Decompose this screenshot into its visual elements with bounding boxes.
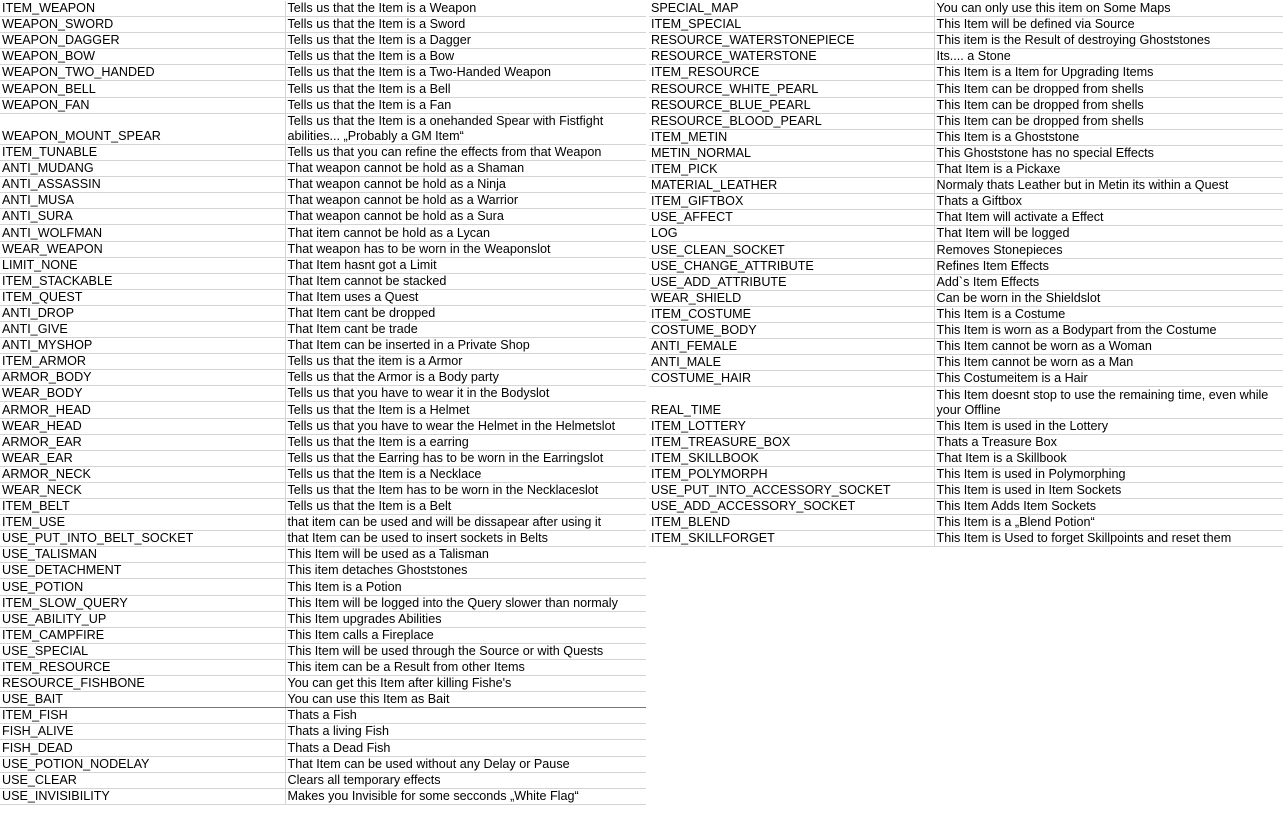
table-row <box>0 193 646 209</box>
item-flag-description: Tells us that you have to wear the Helmet in the Helmetslot <box>285 418 646 434</box>
item-flag-name: SPECIAL_MAP <box>649 1 934 17</box>
table-row <box>0 692 646 708</box>
item-flag-description: This item detaches Ghoststones <box>285 563 646 579</box>
item-flag-description: This Item will be used through the Source or with Quests <box>285 643 646 659</box>
table-row <box>649 306 1283 322</box>
table-row <box>649 499 1283 515</box>
item-flag-description: Tells us that the Item is a Bell <box>285 81 646 97</box>
item-flag-name: ITEM_POLYMORPH <box>649 466 934 482</box>
item-flag-name: ITEM_CAMPFIRE <box>0 627 285 643</box>
item-flag-description: You can get this Item after killing Fishe's <box>285 676 646 692</box>
item-flag-name: USE_POTION_NODELAY <box>0 756 285 772</box>
item-flag-name: ANTI_MALE <box>649 355 934 371</box>
table-row <box>649 161 1283 177</box>
item-flag-description: Refines Item Effects <box>934 258 1283 274</box>
item-flag-description: This Ghoststone has no special Effects <box>934 145 1283 161</box>
table-row <box>0 724 646 740</box>
item-flag-name: WEAPON_BOW <box>0 49 285 65</box>
table-row <box>649 338 1283 354</box>
item-flag-description: Tells us that the Item is a Belt <box>285 499 646 515</box>
table-row <box>0 81 646 97</box>
item-flag-name: ITEM_ARMOR <box>0 354 285 370</box>
item-flag-description: This Item is a Potion <box>285 579 646 595</box>
table-row <box>649 371 1283 387</box>
table-row <box>649 242 1283 258</box>
item-flag-name: ITEM_SLOW_QUERY <box>0 595 285 611</box>
table-row <box>0 241 646 257</box>
table-row <box>649 387 1283 418</box>
table-row <box>649 482 1283 498</box>
table-row <box>649 1 1283 17</box>
item-flag-description: Clears all temporary effects <box>285 772 646 788</box>
item-flag-name: ITEM_SPECIAL <box>649 17 934 33</box>
item-flag-name: ITEM_QUEST <box>0 289 285 305</box>
table-row <box>0 788 646 804</box>
item-flag-name: ITEM_PICK <box>649 161 934 177</box>
item-flag-name: ITEM_BLEND <box>649 515 934 531</box>
table-row <box>649 258 1283 274</box>
item-flag-name: ITEM_USE <box>0 515 285 531</box>
left-item-table <box>0 1 646 805</box>
item-flag-description: Tells us that the Item is a Sword <box>285 17 646 33</box>
item-flag-name: ARMOR_EAR <box>0 434 285 450</box>
item-flag-name: WEAPON_MOUNT_SPEAR <box>0 113 285 144</box>
item-flag-name: WEAR_BODY <box>0 386 285 402</box>
item-flag-name: WEAR_EAR <box>0 450 285 466</box>
table-row <box>0 144 646 160</box>
item-flag-name: USE_PUT_INTO_BELT_SOCKET <box>0 531 285 547</box>
item-flag-name: WEAPON_TWO_HANDED <box>0 65 285 81</box>
item-flag-name: ANTI_SURA <box>0 209 285 225</box>
item-flag-name: ITEM_LOTTERY <box>649 418 934 434</box>
table-row <box>0 225 646 241</box>
table-row <box>0 321 646 337</box>
table-row <box>0 466 646 482</box>
table-row <box>0 643 646 659</box>
table-row <box>0 113 646 144</box>
table-row <box>649 97 1283 113</box>
item-flag-name: FISH_ALIVE <box>0 724 285 740</box>
item-flag-description: That Item uses a Quest <box>285 289 646 305</box>
item-flag-description: Makes you Invisible for some secconds „White Flag“ <box>285 788 646 804</box>
table-row <box>0 273 646 289</box>
table-row <box>0 161 646 177</box>
table-row <box>649 129 1283 145</box>
table-row <box>0 209 646 225</box>
item-flag-name: ARMOR_NECK <box>0 466 285 482</box>
item-flag-name: COSTUME_BODY <box>649 322 934 338</box>
item-flag-name: RESOURCE_WHITE_PEARL <box>649 81 934 97</box>
item-flag-description: Tells us that you have to wear it in the Bodyslot <box>285 386 646 402</box>
item-flag-description: This Item is a Costume <box>934 306 1283 322</box>
table-row <box>0 515 646 531</box>
item-flag-description: That Item can be used without any Delay or Pause <box>285 756 646 772</box>
table-row <box>0 305 646 321</box>
item-flag-name: USE_PUT_INTO_ACCESSORY_SOCKET <box>649 482 934 498</box>
item-flag-name: ITEM_BELT <box>0 499 285 515</box>
item-flag-name: ITEM_FISH <box>0 708 285 724</box>
item-flag-description: Tells us that the Item has to be worn in the Necklaceslot <box>285 482 646 498</box>
item-flag-description: This Item is worn as a Bodypart from the Costume <box>934 322 1283 338</box>
left-table-body <box>0 1 646 804</box>
table-row <box>0 547 646 563</box>
item-flag-name: USE_ADD_ACCESSORY_SOCKET <box>649 499 934 515</box>
item-flag-description: Tells us that the item is a Armor <box>285 354 646 370</box>
item-flag-name: ARMOR_BODY <box>0 370 285 386</box>
table-row <box>0 177 646 193</box>
table-row <box>0 65 646 81</box>
table-row <box>0 611 646 627</box>
item-flag-description: This Item is a Item for Upgrading Items <box>934 65 1283 81</box>
table-row <box>0 708 646 724</box>
item-flag-description: This Item is used in Polymorphing <box>934 466 1283 482</box>
item-flag-description: that item can be used and will be dissapear after using it <box>285 515 646 531</box>
item-flag-description: That Item will be logged <box>934 226 1283 242</box>
right-item-table <box>649 1 1283 547</box>
table-row <box>0 740 646 756</box>
table-row <box>649 17 1283 33</box>
item-flag-description: This Item cannot be worn as a Man <box>934 355 1283 371</box>
item-flag-name: ITEM_SKILLBOOK <box>649 450 934 466</box>
table-row <box>649 226 1283 242</box>
item-flag-name: ANTI_MYSHOP <box>0 338 285 354</box>
item-flag-name: ITEM_RESOURCE <box>0 659 285 675</box>
item-flag-description: Thats a Fish <box>285 708 646 724</box>
table-row <box>649 81 1283 97</box>
table-row <box>0 17 646 33</box>
table-row <box>0 402 646 418</box>
item-flag-description: That Item will activate a Effect <box>934 210 1283 226</box>
item-flag-name: RESOURCE_FISHBONE <box>0 676 285 692</box>
item-flag-description: Tells us that the Item is a earring <box>285 434 646 450</box>
item-flag-name: ITEM_METIN <box>649 129 934 145</box>
item-flag-description: That Item is a Pickaxe <box>934 161 1283 177</box>
item-flag-description: Its.... a Stone <box>934 49 1283 65</box>
item-flag-name: WEAPON_BELL <box>0 81 285 97</box>
item-flag-name: WEAR_HEAD <box>0 418 285 434</box>
item-flag-name: USE_BAIT <box>0 692 285 708</box>
item-flag-description: Add`s Item Effects <box>934 274 1283 290</box>
item-flag-description: Can be worn in the Shieldslot <box>934 290 1283 306</box>
table-row <box>649 515 1283 531</box>
item-flag-description: That Item cant be dropped <box>285 305 646 321</box>
item-flag-name: ITEM_TUNABLE <box>0 144 285 160</box>
item-flag-name: USE_ABILITY_UP <box>0 611 285 627</box>
item-flag-name: METIN_NORMAL <box>649 145 934 161</box>
table-row <box>0 563 646 579</box>
table-row <box>649 113 1283 129</box>
item-flag-description: This Item Adds Item Sockets <box>934 499 1283 515</box>
item-flag-description: This Item will be logged into the Query slower than normaly <box>285 595 646 611</box>
table-row <box>649 145 1283 161</box>
item-flag-name: WEAPON_FAN <box>0 97 285 113</box>
item-flag-name: USE_SPECIAL <box>0 643 285 659</box>
item-flag-name: ITEM_SKILLFORGET <box>649 531 934 547</box>
table-row <box>0 531 646 547</box>
table-row <box>649 274 1283 290</box>
item-flag-name: ITEM_TREASURE_BOX <box>649 434 934 450</box>
item-flag-description: You can only use this item on Some Maps <box>934 1 1283 17</box>
item-flag-name: FISH_DEAD <box>0 740 285 756</box>
item-flag-description: Tells us that the Earring has to be worn in the Earringslot <box>285 450 646 466</box>
table-row <box>649 466 1283 482</box>
item-flag-description: That weapon cannot be hold as a Ninja <box>285 177 646 193</box>
item-flag-description: This Item calls a Fireplace <box>285 627 646 643</box>
table-row <box>649 65 1283 81</box>
item-flag-description: This Item is a „Blend Potion“ <box>934 515 1283 531</box>
table-row <box>0 97 646 113</box>
item-flag-description: that Item can be used to insert sockets in Belts <box>285 531 646 547</box>
item-flag-name: ANTI_ASSASSIN <box>0 177 285 193</box>
item-flag-description: Thats a Giftbox <box>934 194 1283 210</box>
item-flag-description: That weapon has to be worn in the Weaponslot <box>285 241 646 257</box>
item-flag-name: REAL_TIME <box>649 387 934 418</box>
item-flag-description: This Item is Used to forget Skillpoints and reset them <box>934 531 1283 547</box>
table-row <box>0 595 646 611</box>
item-flag-name: USE_DETACHMENT <box>0 563 285 579</box>
item-flag-description: This Item will be used as a Talisman <box>285 547 646 563</box>
item-flag-description: This Item cannot be worn as a Woman <box>934 338 1283 354</box>
table-row <box>649 33 1283 49</box>
item-flag-description: This Item is a Ghoststone <box>934 129 1283 145</box>
item-flag-description: This item can be a Result from other Items <box>285 659 646 675</box>
item-flag-name: USE_ADD_ATTRIBUTE <box>649 274 934 290</box>
item-flag-description: That Item cant be trade <box>285 321 646 337</box>
table-row <box>0 418 646 434</box>
item-flag-name: USE_CLEAR <box>0 772 285 788</box>
table-row <box>0 354 646 370</box>
item-flag-name: USE_POTION <box>0 579 285 595</box>
item-flag-name: WEAPON_DAGGER <box>0 33 285 49</box>
table-row <box>649 418 1283 434</box>
item-flag-description: Removes Stonepieces <box>934 242 1283 258</box>
item-flag-description: This Item is used in Item Sockets <box>934 482 1283 498</box>
item-flag-description: This Costumeitem is a Hair <box>934 371 1283 387</box>
table-row <box>0 772 646 788</box>
item-flag-name: RESOURCE_WATERSTONEPIECE <box>649 33 934 49</box>
item-flag-description: You can use this Item as Bait <box>285 692 646 708</box>
item-flag-name: WEAPON_SWORD <box>0 17 285 33</box>
item-flag-name: ARMOR_HEAD <box>0 402 285 418</box>
item-flag-name: ANTI_DROP <box>0 305 285 321</box>
item-flag-description: Tells us that the Armor is a Body party <box>285 370 646 386</box>
table-row <box>0 499 646 515</box>
item-flag-name: ITEM_COSTUME <box>649 306 934 322</box>
item-flag-name: ITEM_RESOURCE <box>649 65 934 81</box>
item-flag-description: Tells us that the Item is a Fan <box>285 97 646 113</box>
item-flag-name: WEAR_SHIELD <box>649 290 934 306</box>
item-flag-description: This Item upgrades Abilities <box>285 611 646 627</box>
item-flag-name: RESOURCE_BLOOD_PEARL <box>649 113 934 129</box>
table-row <box>0 370 646 386</box>
item-flag-name: WEAR_WEAPON <box>0 241 285 257</box>
table-row <box>0 579 646 595</box>
item-flag-description: That weapon cannot be hold as a Shaman <box>285 161 646 177</box>
table-row <box>0 257 646 273</box>
item-flag-description: That Item can be inserted in a Private Shop <box>285 338 646 354</box>
table-row <box>0 756 646 772</box>
item-flag-name: ANTI_GIVE <box>0 321 285 337</box>
item-flag-description: Tells us that the Item is a Helmet <box>285 402 646 418</box>
item-flag-name: ITEM_WEAPON <box>0 1 285 17</box>
right-table-body <box>649 1 1283 547</box>
table-row <box>649 290 1283 306</box>
table-row <box>0 450 646 466</box>
table-row <box>649 434 1283 450</box>
item-flag-name: ANTI_MUSA <box>0 193 285 209</box>
item-flag-name: USE_CLEAN_SOCKET <box>649 242 934 258</box>
table-row <box>649 178 1283 194</box>
table-row <box>649 450 1283 466</box>
table-row <box>0 338 646 354</box>
item-flag-name: ANTI_WOLFMAN <box>0 225 285 241</box>
table-row <box>649 531 1283 547</box>
table-row <box>649 194 1283 210</box>
item-flag-name: RESOURCE_BLUE_PEARL <box>649 97 934 113</box>
item-flag-name: COSTUME_HAIR <box>649 371 934 387</box>
table-row <box>649 355 1283 371</box>
item-flag-description: That Item hasnt got a Limit <box>285 257 646 273</box>
item-flag-description: That item cannot be hold as a Lycan <box>285 225 646 241</box>
item-flag-description: Thats a Dead Fish <box>285 740 646 756</box>
table-row <box>649 210 1283 226</box>
item-flag-description: This Item will be defined via Source <box>934 17 1283 33</box>
item-flag-name: LIMIT_NONE <box>0 257 285 273</box>
table-row <box>0 434 646 450</box>
item-flag-name: RESOURCE_WATERSTONE <box>649 49 934 65</box>
item-flag-description: Tells us that the Item is a Necklace <box>285 466 646 482</box>
table-row <box>0 1 646 17</box>
table-row <box>0 676 646 692</box>
item-flag-name: WEAR_NECK <box>0 482 285 498</box>
item-flag-description: Tells us that the Item is a Dagger <box>285 33 646 49</box>
item-flag-name: LOG <box>649 226 934 242</box>
item-flag-description: That weapon cannot be hold as a Warrior <box>285 193 646 209</box>
item-flag-description: This Item can be dropped from shells <box>934 113 1283 129</box>
item-flag-description: Thats a living Fish <box>285 724 646 740</box>
item-flag-name: USE_AFFECT <box>649 210 934 226</box>
table-row <box>649 49 1283 65</box>
item-flag-description: This Item doesnt stop to use the remaining time, even while your Offline <box>934 387 1283 418</box>
item-flag-description: This Item can be dropped from shells <box>934 81 1283 97</box>
item-flag-description: Normaly thats Leather but in Metin its within a Quest <box>934 178 1283 194</box>
table-row <box>0 289 646 305</box>
item-flag-description: This Item is used in the Lottery <box>934 418 1283 434</box>
item-flag-description: Thats a Treasure Box <box>934 434 1283 450</box>
item-flag-description: Tells us that the Item is a Weapon <box>285 1 646 17</box>
table-row <box>0 627 646 643</box>
item-flag-description: That Item cannot be stacked <box>285 273 646 289</box>
item-flag-description: That Item is a Skillbook <box>934 450 1283 466</box>
item-flag-name: ITEM_GIFTBOX <box>649 194 934 210</box>
table-row <box>0 482 646 498</box>
item-flag-description: That weapon cannot be hold as a Sura <box>285 209 646 225</box>
item-flag-description: This Item can be dropped from shells <box>934 97 1283 113</box>
item-flag-description: Tells us that you can refine the effects from that Weapon <box>285 144 646 160</box>
table-row <box>0 386 646 402</box>
item-flag-name: MATERIAL_LEATHER <box>649 178 934 194</box>
item-flag-description: Tells us that the Item is a Bow <box>285 49 646 65</box>
item-flag-name: ANTI_MUDANG <box>0 161 285 177</box>
table-row <box>0 33 646 49</box>
table-row <box>0 49 646 65</box>
item-flag-name: USE_CHANGE_ATTRIBUTE <box>649 258 934 274</box>
item-flag-name: ANTI_FEMALE <box>649 338 934 354</box>
table-row <box>0 659 646 675</box>
item-flag-description: Tells us that the Item is a onehanded Spear with Fistfight abilities... „Probably a GM Item“ <box>285 113 646 144</box>
item-flag-description: Tells us that the Item is a Two-Handed Weapon <box>285 65 646 81</box>
item-flag-description: This item is the Result of destroying Ghoststones <box>934 33 1283 49</box>
item-flag-name: USE_INVISIBILITY <box>0 788 285 804</box>
item-flag-name: USE_TALISMAN <box>0 547 285 563</box>
item-flag-name: ITEM_STACKABLE <box>0 273 285 289</box>
table-row <box>649 322 1283 338</box>
